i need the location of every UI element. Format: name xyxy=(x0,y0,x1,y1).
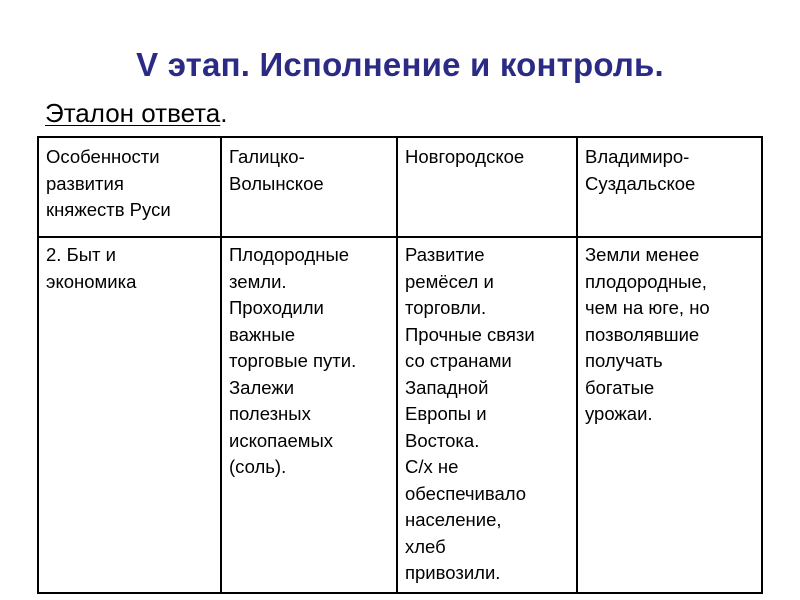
slide-title: V этап. Исполнение и контроль. xyxy=(136,46,664,83)
subtitle-period: . xyxy=(220,98,228,128)
row-cell-novgorod: Развитие ремёсел и торговли. Прочные связи со странами Западной Европы и Востока. С/х не обеспечивало население, хлеб привозили. xyxy=(397,237,577,593)
header-cell-features: Особенности развития княжеств Руси xyxy=(38,137,221,237)
header-cell-novgorod: Новгородское xyxy=(397,137,577,237)
row-cell-galicia-volhynia: Плодородные земли. Проходили важные торговые пути. Залежи полезных ископаемых (соль). xyxy=(221,237,397,593)
header-cell-vladimir-suzdal: Владимиро- Суздальское xyxy=(577,137,762,237)
header-cell-galicia-volhynia: Галицко- Волынское xyxy=(221,137,397,237)
table-header-row xyxy=(38,137,762,237)
row-cell-topic: 2. Быт и экономика xyxy=(38,237,221,593)
answer-table xyxy=(37,136,763,594)
slide-subtitle xyxy=(45,98,228,129)
row-cell-vladimir-suzdal: Земли менее плодородные, чем на юге, но позволявшие получать богатые урожаи. xyxy=(577,237,762,593)
table-row xyxy=(38,237,762,593)
subtitle-underlined-text: Эталон ответа xyxy=(45,98,221,128)
